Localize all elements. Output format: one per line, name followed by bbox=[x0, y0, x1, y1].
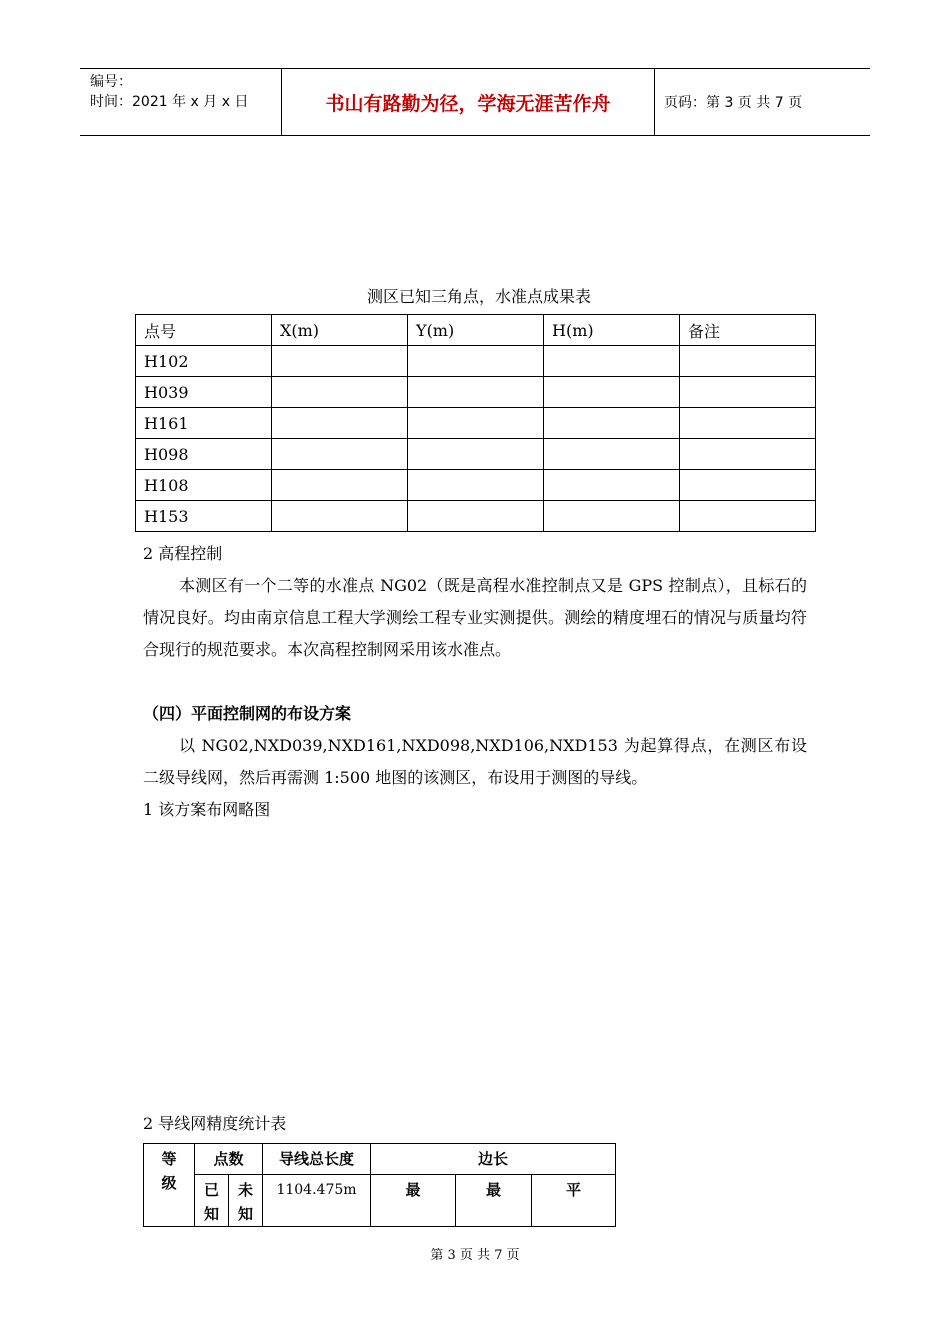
table-cell bbox=[544, 377, 680, 408]
grade-header: 等 级 bbox=[144, 1144, 195, 1227]
table-cell: H098 bbox=[136, 439, 272, 470]
table1-caption: 测区已知三角点，水准点成果表 bbox=[366, 287, 591, 306]
header-cell: 点号 bbox=[136, 315, 272, 346]
known-points-header: 已 知 bbox=[195, 1175, 229, 1227]
date-label: 时间：2021 年 x 月 x 日 bbox=[90, 94, 249, 110]
header-cell: 备注 bbox=[680, 315, 816, 346]
total-length-header: 导线总长度 bbox=[263, 1144, 371, 1175]
header-cell: H(m) bbox=[544, 315, 680, 346]
table-cell bbox=[272, 439, 408, 470]
table-cell bbox=[544, 501, 680, 532]
table-cell: H039 bbox=[136, 377, 272, 408]
table-row bbox=[136, 377, 816, 408]
table-row bbox=[136, 501, 816, 532]
table-header-row bbox=[144, 1144, 616, 1175]
table-cell bbox=[272, 346, 408, 377]
table-cell bbox=[272, 377, 408, 408]
serial-label: 编号： bbox=[90, 74, 132, 90]
table-cell: H161 bbox=[136, 408, 272, 439]
table-cell: H108 bbox=[136, 470, 272, 501]
section-heading-plan-network: （四）平面控制网的布设方案 bbox=[143, 704, 352, 723]
table-header-row bbox=[136, 315, 816, 346]
header-cell: X(m) bbox=[272, 315, 408, 346]
total-length-value: 1104.475m bbox=[263, 1175, 371, 1227]
edge-length-header: 边长 bbox=[371, 1144, 616, 1175]
subheading-network-sketch: 1 该方案布网略图 bbox=[143, 800, 271, 819]
table-row bbox=[136, 470, 816, 501]
paragraph-plan-network: 以 NG02,NXD039,NXD161,NXD098,NXD106,NXD153 为起算得点，在测区布设二级导线网，然后再需测 1:500 地图的该测区，布设用于测图的导线。 bbox=[143, 736, 807, 787]
header-motto: 书山有路勤为径，学海无涯苦作舟 bbox=[325, 93, 611, 115]
table-cell: H153 bbox=[136, 501, 272, 532]
table-cell bbox=[408, 408, 544, 439]
traverse-accuracy-table bbox=[143, 1143, 616, 1227]
table-cell: H102 bbox=[136, 346, 272, 377]
table-cell bbox=[544, 346, 680, 377]
table-cell bbox=[408, 439, 544, 470]
table-cell bbox=[680, 470, 816, 501]
edge-col-avg: 平 bbox=[532, 1175, 616, 1227]
edge-col-max: 最 bbox=[371, 1175, 456, 1227]
table-cell bbox=[680, 408, 816, 439]
table-cell bbox=[272, 408, 408, 439]
control-points-table bbox=[135, 314, 816, 532]
header-bottom-rule bbox=[80, 135, 870, 136]
table-cell bbox=[272, 501, 408, 532]
table-cell bbox=[408, 470, 544, 501]
points-header: 点数 bbox=[195, 1144, 263, 1175]
table-cell bbox=[544, 439, 680, 470]
unknown-points-header: 未 知 bbox=[229, 1175, 263, 1227]
paragraph-elevation: 本测区有一个二等的水准点 NG02（既是高程水准控制点又是 GPS 控制点），且标石的情况良好。均由南京信息工程大学测绘工程专业实测提供。测绘的精度埋石的情况与质量均符合现行的规范要求。本次高程控制网采用该水准点。 bbox=[143, 576, 807, 659]
table-cell bbox=[408, 346, 544, 377]
edge-col-min: 最 bbox=[456, 1175, 532, 1227]
section-heading-elevation: 2 高程控制 bbox=[143, 544, 223, 563]
table-row bbox=[136, 346, 816, 377]
table-row bbox=[144, 1175, 616, 1227]
table-cell bbox=[680, 439, 816, 470]
table-cell bbox=[408, 501, 544, 532]
page-footer: 第 3 页 共 7 页 bbox=[430, 1248, 520, 1263]
header-meta bbox=[90, 72, 248, 112]
header-cell: Y(m) bbox=[408, 315, 544, 346]
table-cell bbox=[680, 346, 816, 377]
table-cell bbox=[272, 470, 408, 501]
table-cell bbox=[544, 408, 680, 439]
table-cell bbox=[680, 501, 816, 532]
subheading-accuracy-table: 2 导线网精度统计表 bbox=[143, 1114, 287, 1133]
table-cell bbox=[544, 470, 680, 501]
header-divider-right bbox=[654, 68, 655, 136]
header-page-number: 页码：第 3 页 共 7 页 bbox=[664, 95, 803, 111]
table-row bbox=[136, 408, 816, 439]
table-row bbox=[136, 439, 816, 470]
table-cell bbox=[680, 377, 816, 408]
table-cell bbox=[408, 377, 544, 408]
header-top-rule bbox=[80, 68, 870, 69]
